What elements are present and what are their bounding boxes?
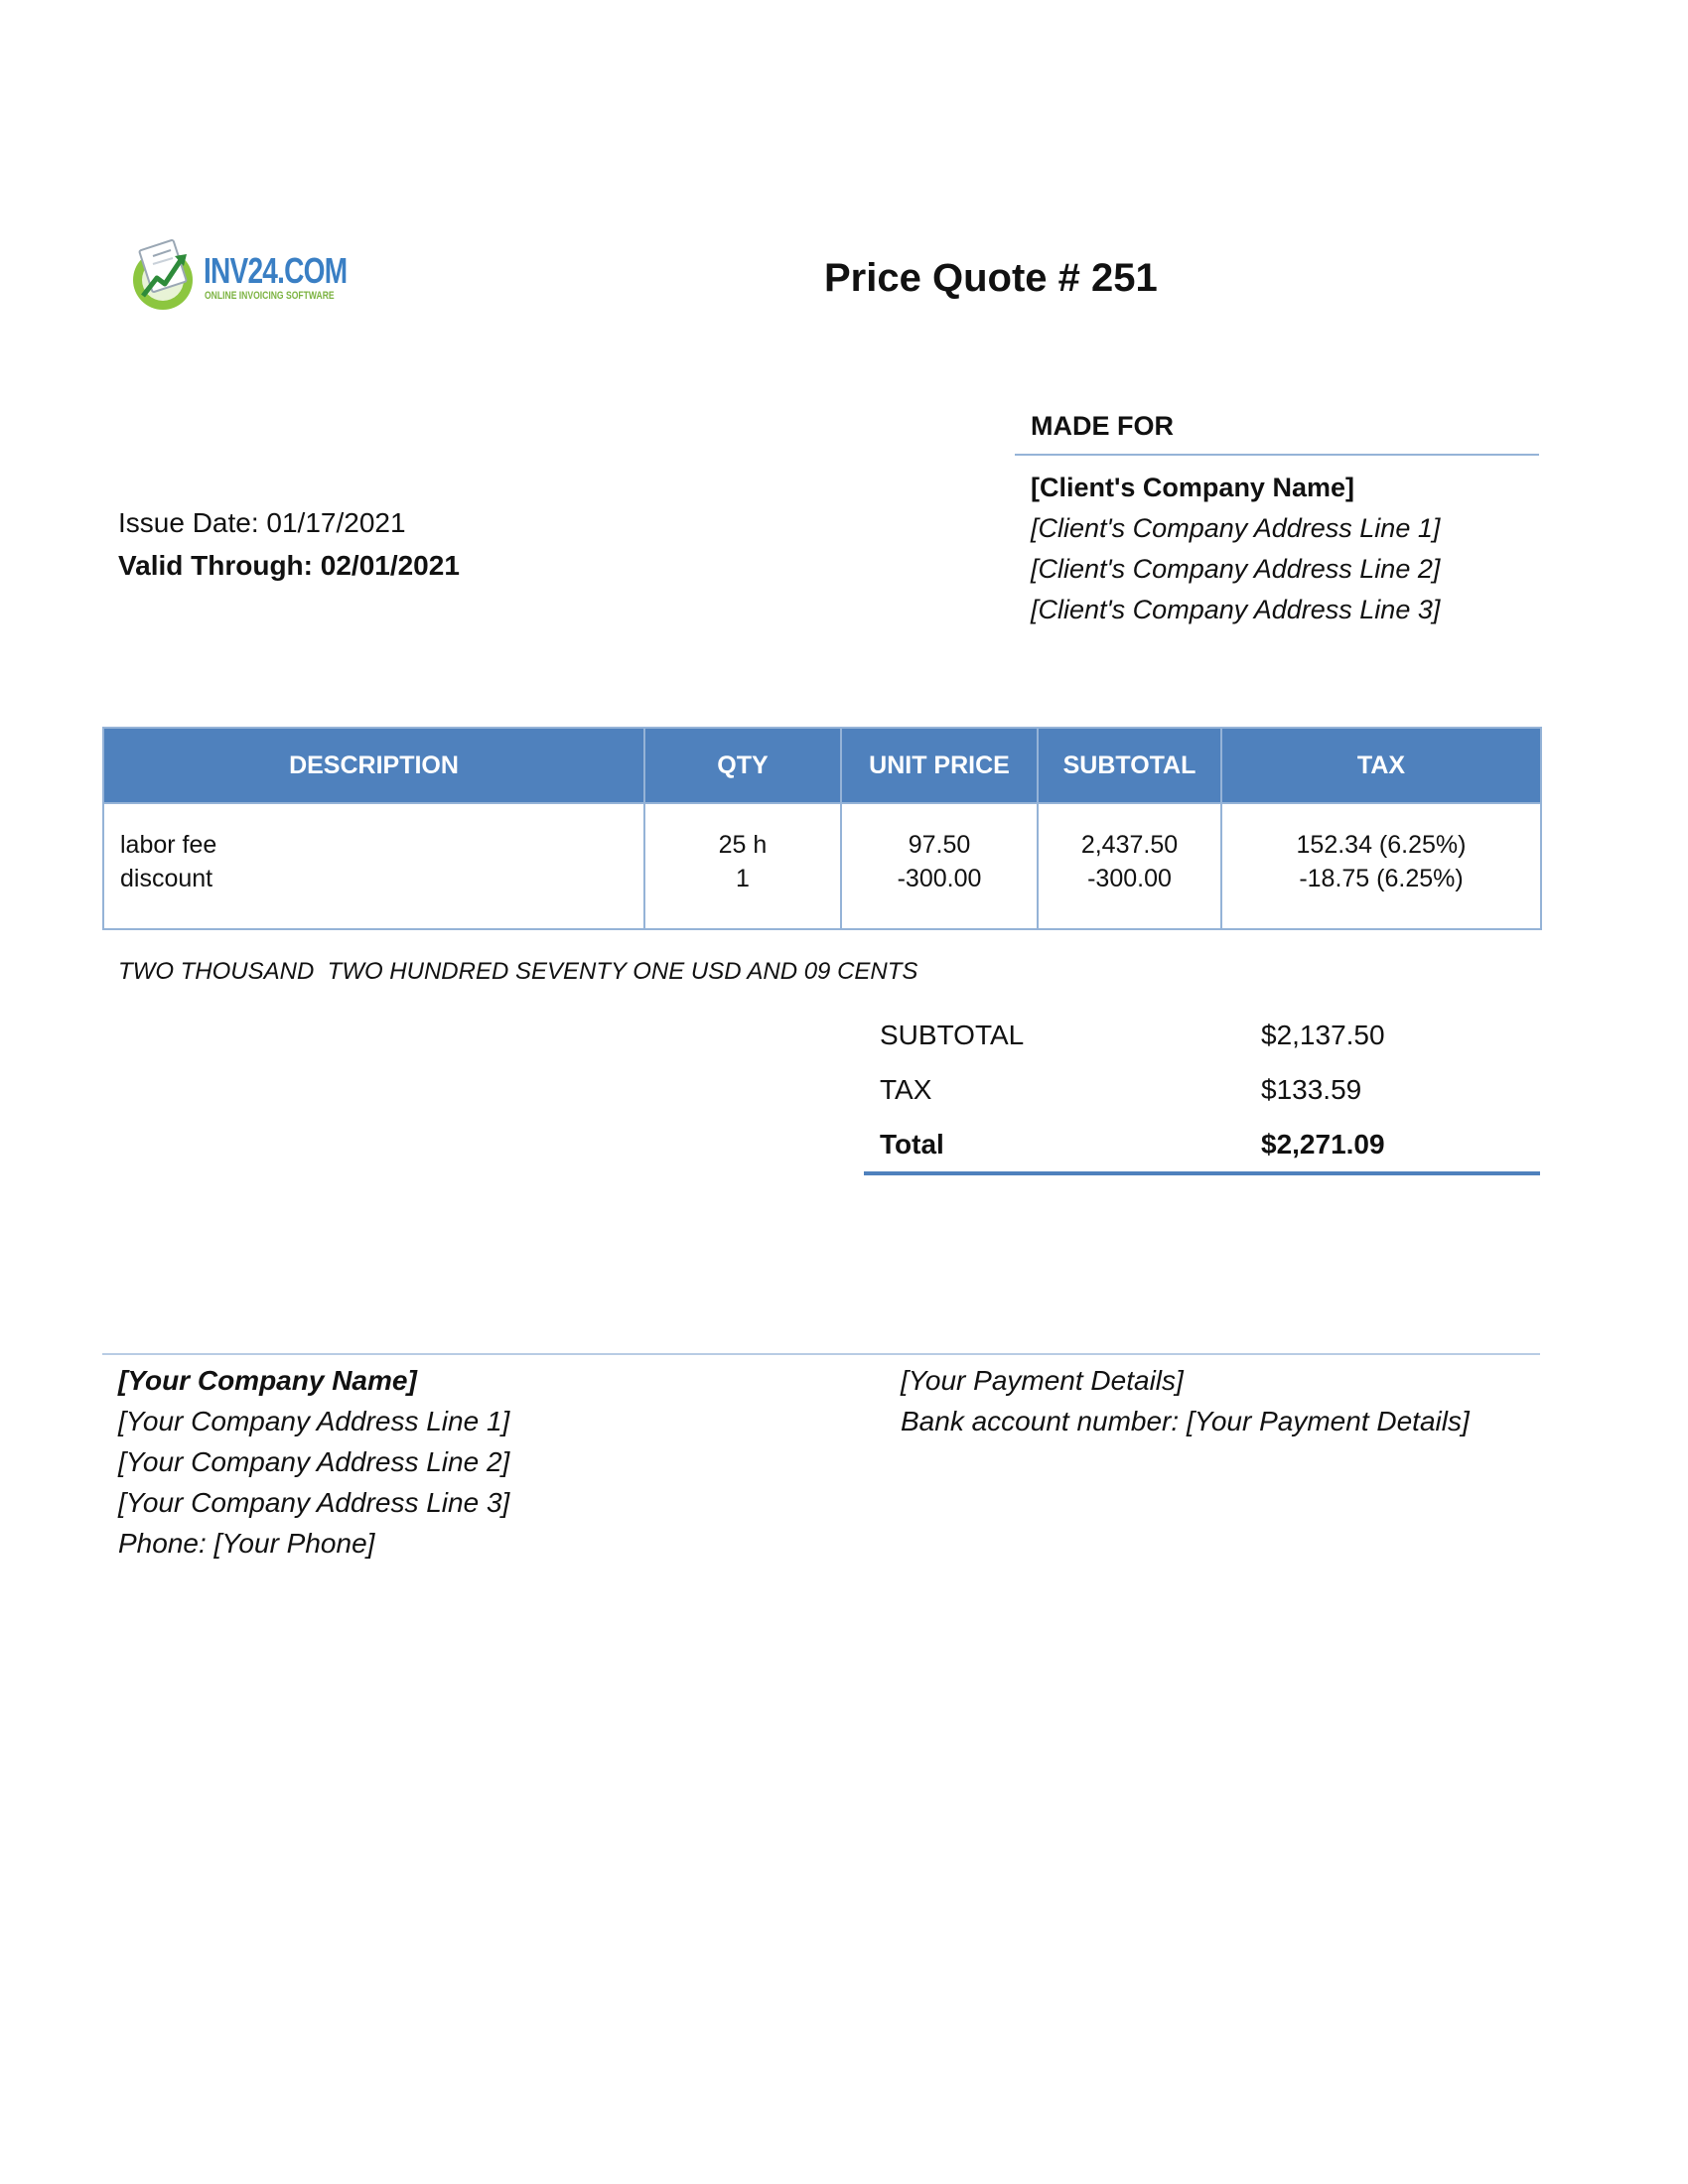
client-address-line: [Client's Company Address Line 1] — [1031, 513, 1441, 543]
made-for-heading: MADE FOR — [1015, 407, 1539, 456]
client-company-name: [Client's Company Name] — [1031, 473, 1354, 502]
client-address-line: [Client's Company Address Line 2] — [1031, 554, 1441, 584]
cell-unit-price: -300.00 — [841, 865, 1038, 929]
cell-subtotal: -300.00 — [1038, 865, 1221, 929]
subtotal-label: SUBTOTAL — [880, 1019, 1025, 1050]
issue-date: Issue Date: 01/17/2021 — [118, 507, 406, 538]
total-label: Total — [880, 1128, 944, 1160]
table-row — [103, 803, 1541, 865]
line-items-table — [102, 727, 1542, 930]
page-title: Price Quote # 251 — [824, 256, 1158, 300]
company-logo — [129, 238, 357, 318]
cell-unit-price: 97.50 — [841, 803, 1038, 865]
tax-value: $133.59 — [1261, 1073, 1362, 1105]
seller-address-line: [Your Company Address Line 2] — [118, 1446, 510, 1477]
payment-details: [Your Payment Details] — [901, 1365, 1184, 1396]
client-address-line: [Client's Company Address Line 3] — [1031, 595, 1441, 624]
cell-tax: -18.75 (6.25%) — [1221, 865, 1541, 929]
cell-description: discount — [103, 865, 644, 929]
table-row — [103, 865, 1541, 929]
cell-description: labor fee — [103, 803, 644, 865]
column-header-description: DESCRIPTION — [103, 728, 644, 803]
column-header-unit-price: UNIT PRICE — [841, 728, 1038, 803]
column-header-subtotal: SUBTOTAL — [1038, 728, 1221, 803]
logo-chart-icon — [129, 238, 201, 314]
seller-company-block — [118, 1360, 509, 1564]
valid-through-date: Valid Through: 02/01/2021 — [118, 550, 460, 581]
bank-account-number: Bank account number: [Your Payment Details] — [901, 1406, 1470, 1436]
cell-qty: 25 h — [644, 803, 841, 865]
logo-tagline: ONLINE INVOICING SOFTWARE — [205, 290, 335, 302]
amount-in-words: TWO THOUSAND TWO HUNDRED SEVENTY ONE USD AND 09 CENTS — [118, 958, 918, 985]
tax-row — [864, 1062, 1540, 1117]
tax-label: TAX — [880, 1073, 932, 1105]
seller-address-line: [Your Company Address Line 1] — [118, 1406, 510, 1436]
cell-tax: 152.34 (6.25%) — [1221, 803, 1541, 865]
seller-company-name: [Your Company Name] — [118, 1365, 417, 1396]
subtotal-value: $2,137.50 — [1261, 1019, 1385, 1050]
seller-phone: Phone: [Your Phone] — [118, 1528, 375, 1559]
cell-subtotal: 2,437.50 — [1038, 803, 1221, 865]
seller-address-line: [Your Company Address Line 3] — [118, 1487, 510, 1518]
logo-text: INV24.COM — [204, 250, 348, 291]
column-header-tax: TAX — [1221, 728, 1541, 803]
total-row — [864, 1117, 1540, 1171]
payment-details-block — [901, 1360, 1470, 1441]
footer-divider — [102, 1353, 1540, 1355]
total-value: $2,271.09 — [1261, 1128, 1385, 1160]
cell-qty: 1 — [644, 865, 841, 929]
table-header-row — [103, 728, 1541, 803]
column-header-qty: QTY — [644, 728, 841, 803]
client-block — [1015, 407, 1539, 630]
dates-block — [118, 501, 460, 587]
subtotal-row — [864, 1008, 1540, 1062]
totals-block — [864, 1008, 1540, 1175]
